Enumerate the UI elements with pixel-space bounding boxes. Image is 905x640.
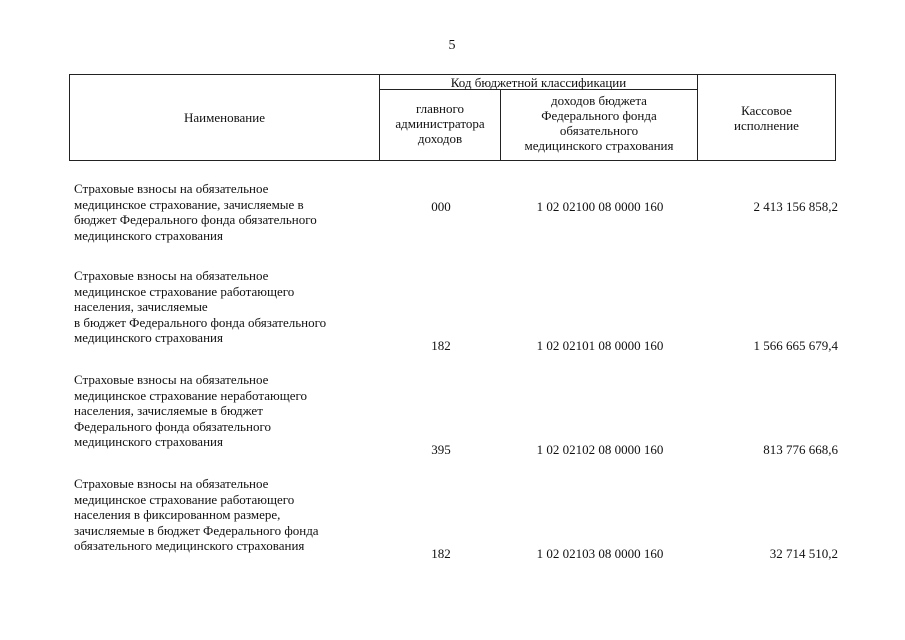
row-budget-code: 1 02 02100 08 0000 160 (536, 199, 664, 214)
row-budget-code: 1 02 02102 08 0000 160 (536, 442, 664, 457)
header-name: Наименование (184, 110, 265, 125)
row-admin-code: 182 (431, 338, 451, 353)
row-name: Страховые взносы на обязательное медицинское страхование неработающего населения, зачисляемые в бюджет Федерального фонда обязательного медицинского страхования (74, 372, 307, 449)
row-name: Страховые взносы на обязательное медицинское страхование, зачисляемые в бюджет Федерального фонда обязательного медицинского страхования (74, 181, 317, 243)
row-amount: 813 776 668,6 (763, 442, 838, 457)
row-amount: 2 413 156 858,2 (753, 199, 838, 214)
header-revenue: доходов бюджета Федерального фонда обязательного медицинского страхования (524, 93, 674, 153)
page-number: 5 (448, 38, 456, 53)
row-name: Страховые взносы на обязательное медицинское страхование работающего населения в фиксированном размере, зачисляемые в бюджет Федерального фонда обязательного медицинского страхования (74, 476, 319, 553)
row-budget-code: 1 02 02101 08 0000 160 (536, 338, 664, 353)
row-admin-code: 395 (431, 442, 451, 457)
row-name: Страховые взносы на обязательное медицинское страхование работающего населения, зачисляемые в бюджет Федерального фонда обязательного медицинского страхования (74, 268, 327, 345)
header-budget-code-group: Код бюджетной классификации (450, 75, 627, 90)
row-amount: 1 566 665 679,4 (753, 338, 838, 353)
row-admin-code: 000 (431, 199, 451, 214)
row-budget-code: 1 02 02103 08 0000 160 (536, 546, 664, 561)
row-admin-code: 182 (431, 546, 451, 561)
header-bottom-border (69, 160, 836, 161)
header-admin: главного администратора доходов (395, 101, 485, 146)
header-right-border (835, 74, 836, 161)
header-execution: Кассовое исполнение (734, 103, 799, 133)
row-amount: 32 714 510,2 (769, 546, 838, 561)
